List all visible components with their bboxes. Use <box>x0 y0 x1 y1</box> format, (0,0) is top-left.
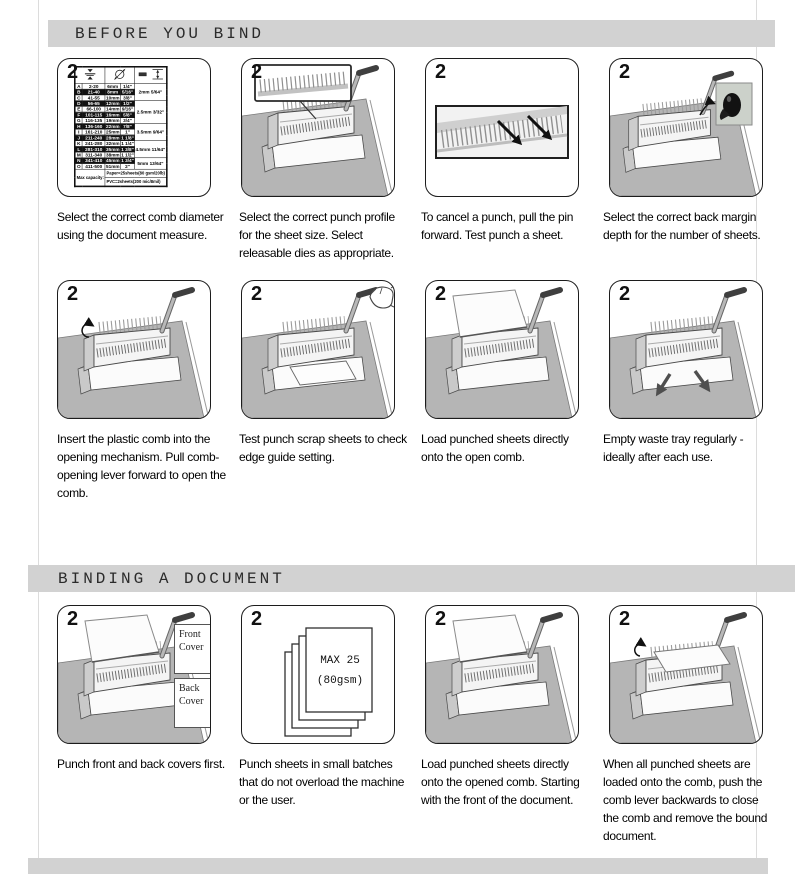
machine-insert-comb-illustration <box>58 281 210 418</box>
panel-caption: Select the correct back margin depth for the number of sheets. <box>603 210 761 242</box>
panel-punch-profile <box>241 58 395 197</box>
panel-row-1 <box>57 58 763 197</box>
panel-caption: Select the correct comb diameter using the document measure. <box>57 210 224 242</box>
panel-row-2 <box>57 280 763 419</box>
back-margin-value: 3.5mm 9/64" <box>135 123 167 140</box>
page-margin-line-left <box>38 0 39 874</box>
panel-close-comb <box>609 605 763 744</box>
panel-test-punch <box>241 280 395 419</box>
close-comb-arrow <box>635 644 644 656</box>
panel-back-margin <box>609 58 763 197</box>
panel-cancel-punch <box>425 58 579 197</box>
document-measure-icon <box>75 67 105 84</box>
machine-open-cover-illustration <box>426 606 578 743</box>
section-header-before-you-bind <box>48 20 775 47</box>
comb-chart-row: M 311-340 38mm 1 1/2" <box>75 152 167 158</box>
step-number-badge: 2 <box>619 283 631 305</box>
caption-row-2 <box>57 430 773 502</box>
panel-empty-waste-tray <box>609 280 763 419</box>
panel-load-on-comb <box>425 605 579 744</box>
bottom-section-bar <box>28 858 768 874</box>
comb-chart-row: E 66-100 14mm 9/16" <box>75 106 167 112</box>
panel-caption: Test punch scrap sheets to check edge guide setting. <box>239 432 407 464</box>
comb-chart-row: G 116-135 19mm 3/4" <box>75 118 167 124</box>
comb-chart-row: A 2-20 6mm 1/4" 2mm 5/64" <box>75 83 167 89</box>
comb-chart-row: H 136-160 22mm 7/8" 3.5mm 9/64" <box>75 123 167 129</box>
max-capacity-paper: Paper=25sheets(80 gsm/20lb) <box>106 171 165 176</box>
max-sheets-label: MAX 25 (80gsm) <box>316 655 364 687</box>
comb-size-chart <box>74 66 167 187</box>
comb-chart-row: O 411-500 51mm 2" <box>75 164 167 170</box>
machine-hand-on-lever-illustration <box>242 281 394 418</box>
punch-pins-closeup-illustration <box>426 59 578 196</box>
panel-punch-covers <box>57 605 211 744</box>
panel-caption: When all punched sheets are loaded onto the comb, push the comb lever backwards to close the comb and remove the bound document. <box>603 757 768 843</box>
panel-comb-diameter-chart <box>57 58 211 197</box>
back-margin-value: 5mm 13/64" <box>135 158 167 169</box>
comb-size-table <box>74 66 167 187</box>
comb-chart-row: N 341-410 45mm 1 3/4" 5mm 13/64" <box>75 158 167 164</box>
section-header-binding-a-document <box>28 565 795 592</box>
step-number-badge: 2 <box>619 608 631 630</box>
comb-chart-row: I 161-210 25mm 1" <box>75 129 167 135</box>
step-number-badge: 2 <box>251 608 263 630</box>
machine-with-punch-inset-illustration <box>242 59 394 196</box>
caption-row-3 <box>57 755 773 845</box>
machine-waste-tray-illustration <box>610 281 762 418</box>
panel-caption: Empty waste tray regularly - ideally after each use. <box>603 432 744 464</box>
front-cover-card: Front Cover <box>174 624 211 674</box>
hand-icon <box>370 286 394 308</box>
comb-chart-row: J 211-240 28mm 1 1/8" <box>75 135 167 141</box>
step-number-badge: 2 <box>435 283 447 305</box>
step-number-badge: 2 <box>251 283 263 305</box>
panel-load-sheets <box>425 280 579 419</box>
panel-caption: Load punched sheets directly onto the open comb. <box>421 432 569 464</box>
back-margin-value: 2mm 5/64" <box>135 83 167 100</box>
step-number-badge: 2 <box>435 61 447 83</box>
back-margin-value: 4.5mm 11/64" <box>135 141 167 158</box>
panel-caption: Insert the plastic comb into the opening mechanism. Pull comb-opening lever forward to open the comb. <box>57 432 226 500</box>
step-number-badge: 2 <box>619 61 631 83</box>
comb-chart-row: B 21-40 8mm 5/16" <box>75 89 167 95</box>
comb-chart-row: C 41-55 10mm 3/8" <box>75 95 167 101</box>
comb-chart-row: L 281-310 35mm 1 3/8" <box>75 146 167 152</box>
panel-caption: To cancel a punch, pull the pin forward. Test punch a sheet. <box>421 210 574 242</box>
machine-with-margin-knob-illustration <box>610 59 762 196</box>
machine-close-comb-illustration <box>610 606 762 743</box>
back-margin-icon <box>135 67 167 84</box>
comb-chart-row: D 56-65 12mm 1/2" 2.5mm 3/32" <box>75 101 167 107</box>
panel-insert-comb <box>57 280 211 419</box>
max-capacity-label: Max capacity: <box>75 169 105 186</box>
comb-chart-capacity-row <box>75 169 167 177</box>
comb-diameter-icon <box>105 67 135 84</box>
step-number-badge: 2 <box>67 608 79 630</box>
comb-chart-row: F 101-115 16mm 5/8" <box>75 112 167 118</box>
panel-caption: Punch sheets in small batches that do not overload the machine or the user. <box>239 757 405 807</box>
section-title: BINDING A DOCUMENT <box>58 569 285 588</box>
panel-caption: Load punched sheets directly onto the opened comb. Starting with the front of the document. <box>421 757 580 807</box>
machine-open-cover-illustration <box>426 281 578 418</box>
back-cover-card: Back Cover <box>174 678 211 728</box>
comb-chart-row: K 241-280 32mm 1 1/4" 4.5mm 11/64" <box>75 141 167 147</box>
panel-caption: Punch front and back covers first. <box>57 757 225 771</box>
back-margin-value: 2.5mm 3/32" <box>135 101 167 124</box>
section-title: BEFORE YOU BIND <box>75 24 265 43</box>
step-number-badge: 2 <box>67 283 79 305</box>
panel-small-batches <box>241 605 395 744</box>
step-number-badge: 2 <box>435 608 447 630</box>
caption-row-1 <box>57 208 773 262</box>
max-capacity-pvc: PVC=2sheets(200 mic/8mil) <box>105 178 167 187</box>
comb-chart-header-row <box>75 67 167 84</box>
panel-row-3 <box>57 605 763 744</box>
step-number-badge: 2 <box>67 61 79 83</box>
comb-chart-body <box>75 83 167 169</box>
panel-caption: Select the correct punch profile for the sheet size. Select releasable dies as appropriate. <box>239 210 395 260</box>
step-number-badge: 2 <box>251 61 263 83</box>
